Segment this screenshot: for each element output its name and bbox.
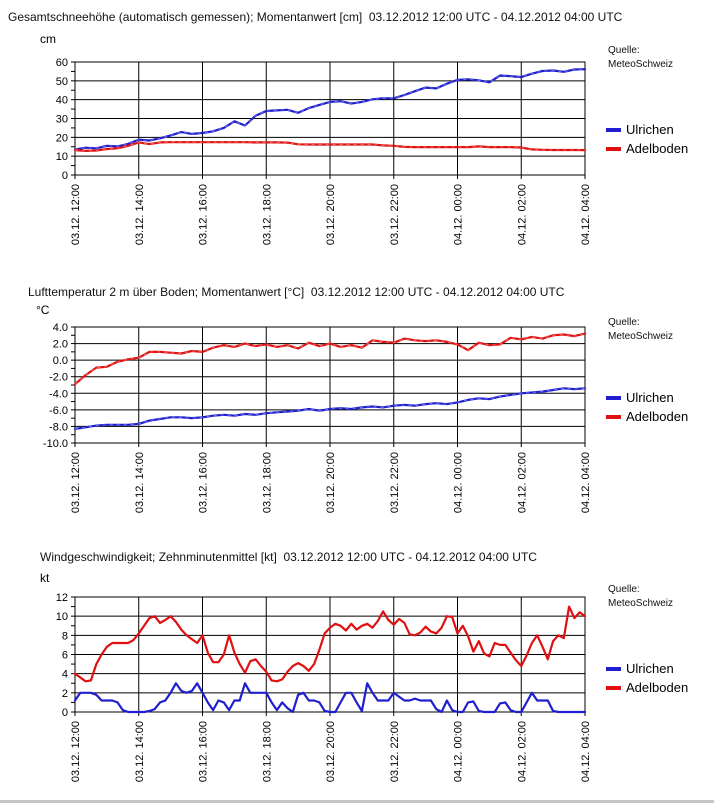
legend-label: Ulrichen [626,661,674,676]
y-tick-label: 2.0 [52,338,68,351]
x-tick-label: 04.12. 02:00 [516,184,529,246]
x-tick-label: 03.12. 14:00 [133,452,146,514]
y-tick-label: 0 [61,170,68,182]
x-tick-label: 03.12. 20:00 [325,721,337,783]
y-tick-label: 10 [55,611,68,624]
legend-item-adelboden [606,407,688,426]
legend [606,388,688,426]
x-tick-label: 03.12. 14:00 [133,721,146,783]
x-tick-label: 03.12. 12:00 [70,452,82,514]
x-tick-label: 04.12. 02:00 [516,452,529,514]
x-tick-label: 03.12. 22:00 [388,184,401,246]
x-tick-label: 03.12. 16:00 [197,184,210,246]
y-tick-label: 4.0 [52,322,68,334]
x-tick-label: 03.12. 14:00 [133,184,146,246]
legend-label: Ulrichen [626,122,674,137]
x-tick-label: 03.12. 16:00 [197,721,210,783]
y-tick-label: 10 [55,151,68,164]
x-tick-label: 03.12. 20:00 [325,184,337,246]
source-line1: Quelle: [608,317,640,328]
y-tick-label: 0 [61,707,68,719]
source-line1: Quelle: [608,584,640,595]
legend-label: Adelboden [626,141,689,156]
air-temperature-chart [0,275,714,538]
legend-swatch [606,147,621,151]
legend-item-ulrichen [606,120,688,139]
legend-item-adelboden [606,678,688,697]
y-axis-unit-label: °C [36,303,50,317]
x-tick-label: 04.12. 02:00 [516,721,529,783]
legend [606,659,688,697]
x-tick-label: 04.12. 00:00 [452,184,465,246]
y-tick-label: 30 [55,113,68,126]
legend-item-adelboden [606,139,688,158]
legend-swatch [606,128,621,132]
x-tick-label: 04.12. 04:00 [580,452,592,514]
legend-label: Adelboden [626,409,689,424]
y-tick-label: 12 [55,592,68,604]
x-tick-label: 03.12. 12:00 [70,721,82,783]
chart-title: Windgeschwindigkeit; Zehnminutenmittel [kt] 03.12.2012 12:00 UTC - 04.12.2012 04:00 UTC [40,550,537,564]
y-tick-label: 8 [61,630,68,643]
legend-label: Ulrichen [626,390,674,405]
x-tick-label: 04.12. 04:00 [580,184,592,246]
source-label [608,44,673,72]
legend-item-ulrichen [606,659,688,678]
source-line2: MeteoSchweiz [608,331,674,342]
chart-title: Gesamtschneehöhe (automatisch gemessen); Momentanwert [cm] 03.12.2012 12:00 UTC - 04.12.2012 04:00 UTC [8,10,623,24]
x-tick-label: 03.12. 16:00 [197,452,210,514]
x-tick-label: 04.12. 00:00 [452,721,465,783]
legend-swatch [606,396,621,400]
source-line2: MeteoSchweiz [608,598,674,609]
x-tick-label: 03.12. 18:00 [261,452,274,514]
y-tick-label: 4 [61,668,68,681]
source-line2: MeteoSchweiz [608,59,674,70]
y-tick-label: 6 [61,649,68,662]
y-tick-label: 40 [55,94,68,107]
y-tick-label: 2 [61,687,68,700]
x-tick-label: 03.12. 22:00 [388,721,401,783]
y-axis-unit-label: cm [40,32,56,46]
legend-swatch [606,686,621,690]
source-line1: Quelle: [608,45,640,56]
y-tick-label: -4.0 [49,388,68,401]
source-label [608,316,673,344]
legend-item-ulrichen [606,388,688,407]
source-label [608,583,673,611]
y-axis-unit-label: kt [40,571,50,585]
x-tick-label: 03.12. 20:00 [325,452,337,514]
y-tick-label: 0.0 [52,355,68,368]
x-tick-label: 04.12. 04:00 [580,721,592,783]
legend-swatch [606,667,621,671]
y-tick-label: -6.0 [49,404,68,417]
y-tick-label: 60 [55,57,68,69]
y-tick-label: 50 [55,75,68,88]
x-tick-label: 03.12. 18:00 [261,184,274,246]
y-tick-label: -8.0 [49,421,68,434]
x-tick-label: 03.12. 22:00 [388,452,401,514]
legend [606,120,688,158]
legend-swatch [606,415,621,419]
chart-title: Lufttemperatur 2 m über Boden; Momentanwert [°C] 03.12.2012 12:00 UTC - 04.12.2012 04:00 UTC [28,285,565,299]
x-tick-label: 03.12. 18:00 [261,721,274,783]
legend-label: Adelboden [626,680,689,695]
wind-speed-chart [0,540,714,803]
y-tick-label: -10.0 [42,438,68,450]
y-tick-label: -2.0 [49,371,68,384]
snow-height-chart [0,0,714,263]
y-tick-label: 20 [55,132,68,145]
x-tick-label: 04.12. 00:00 [452,452,465,514]
x-tick-label: 03.12. 12:00 [70,184,82,246]
